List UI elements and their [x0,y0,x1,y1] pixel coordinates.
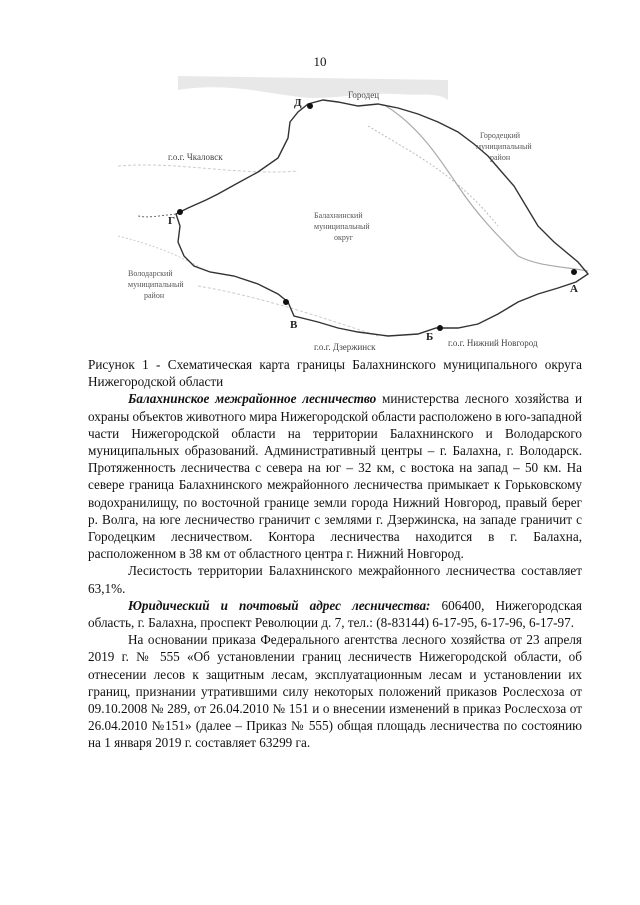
point-g-label: Г [168,215,175,227]
point-a-marker [571,269,577,275]
paragraph-1 [88,390,582,562]
point-g-marker [177,209,183,215]
figure-caption: Рисунок 1 - Схематическая карта границы Балахнинского муниципального округа Нижегородской области [88,357,582,390]
district-boundary [176,100,588,336]
page-number: 10 [313,54,327,69]
body-text [88,356,582,752]
dzerzhinsk-label: г.о.г. Дзержинск [314,342,376,352]
reservoir [178,76,448,100]
volodarsk-label-1: Володарский [128,269,173,278]
point-d-marker [307,103,313,109]
gorodets-label-2: муниципальный [476,142,532,151]
paragraph-2: Лесистость территории Балахнинского межрайонного лесничества составляет 63,1%. [88,563,582,596]
point-a-label: А [570,283,578,295]
nizhny-novgorod-label: г.о.г. Нижний Новгород [448,338,538,348]
point-d-label: Д [294,97,302,109]
gorodets-town-label: Городец [348,90,380,100]
point-v-marker [283,299,289,305]
volodarsk-label-2: муниципальный [128,280,184,289]
road-line [118,236,198,266]
road-line [118,165,298,172]
forestry-name: Балахнинское межрайонное лесничество [128,391,377,407]
balakhna-label-3: округ [334,233,354,242]
paragraph-3 [88,597,582,631]
road-line [368,126,498,226]
gorodets-label-1: Городецкий [480,131,521,140]
address-heading: Юридический и почтовый адрес лесничества: [128,597,431,613]
paragraph-4: На основании приказа Федерального агентства лесного хозяйства от 23 апреля 2019 г. № 555 «Об установлении границ лесничеств Нижегородской области, об отнесении лесов к защитным лесам, эксплуатационным лесам и установлении их границ, признании утратившими силу некоторых положений приказов Рослесхоза от 09.10.2008 № 289, от 26.04.2010 № 151 и о внесении изменений в приказ Рослесхоза от 26.04.2010 №151» (далее – Приказ № 555) общая площадь лесничества по состоянию на 1 января 2019 г. составляет 63299 га. [88,632,582,751]
map-drawing [118,66,614,356]
balakhna-label-2: муниципальный [314,222,370,231]
gorodets-label-3: район [490,153,511,162]
road-line [198,286,378,336]
paragraph-1-text: министерства лесного хозяйства и охраны объектов животного мира Нижегородской области расположено в юго-западной части Нижегородской области на территории Балахнинского и Володарского муниципальных образований. Административный центры – г. Балахна, г. Володарск. Протяженность лесничества с севера на юг – 32 км, с востока на запад – 50 км. На севере граница Балахнинского межрайонного лесничества примыкает к Горьковскому водохранилищу, по восточной границе земли города Нижний Новгород, правый берег р. Волга, на юге лесничество граничит с землями г. Дзержинска, на западе граничит с Городецким лесничеством. Контора лесничества находится в г. Балахна, расположенном в 38 км от областного центра г. Нижний Новгород. [88,391,582,562]
chkalovsk-label: г.о.г. Чкаловск [168,152,223,162]
district-map [118,66,614,356]
point-b-label: Б [426,331,434,343]
volodarsk-label-3: район [144,291,165,300]
point-v-label: В [290,319,298,331]
address-text: 606400, Нижегородская область, г. Балахна, проспект Революции д. 7, тел.: (8-83144) 6-17-95, 6-17-96, 6-17-97. [88,597,583,631]
point-b-marker [437,325,443,331]
balakhna-label-1: Балахнинский [314,211,363,220]
